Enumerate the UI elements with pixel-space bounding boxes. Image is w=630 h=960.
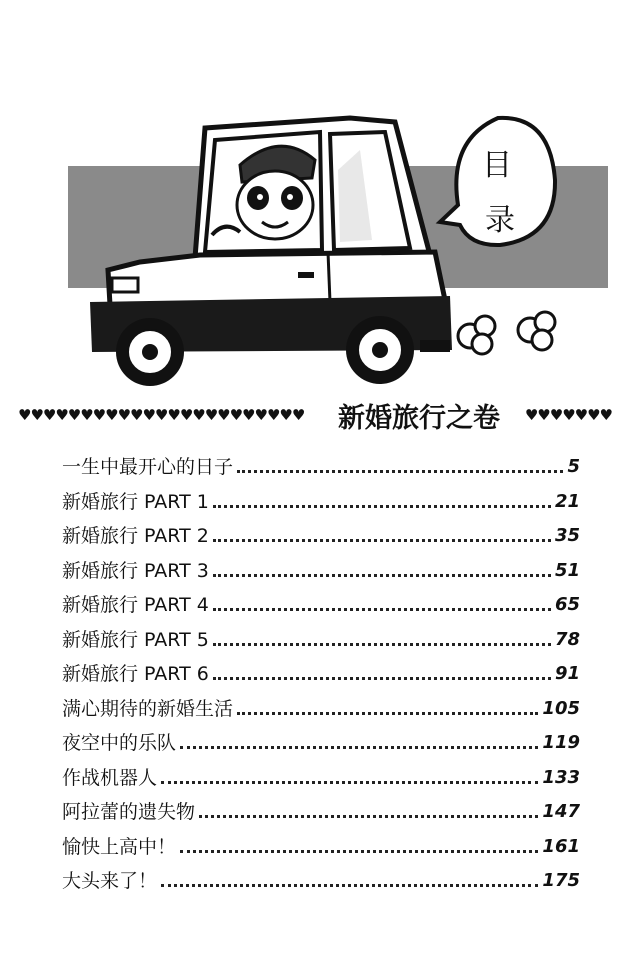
- toc-entry-page: 119: [542, 732, 580, 753]
- toc-entry[interactable]: [62, 448, 580, 480]
- toc-entry-title: 新婚旅行 PART 6: [62, 663, 209, 685]
- toc-entry-title: 阿拉蕾的遗失物: [62, 801, 196, 823]
- toc-entry-title: 一生中最开心的日子: [62, 456, 234, 478]
- toc-entry-title: 满心期待的新婚生活: [62, 697, 234, 720]
- contents-speech-bubble: [440, 118, 555, 245]
- dot-leader: [161, 884, 538, 887]
- dot-leader: [213, 643, 551, 646]
- dot-leader: [237, 470, 563, 473]
- toc-entry[interactable]: [62, 621, 580, 653]
- toc-entry-page: 91: [554, 663, 580, 684]
- toc-entry[interactable]: [62, 862, 580, 894]
- heart-ornament-left: ♥♥♥♥♥♥♥♥♥♥♥♥♥♥♥♥♥♥♥♥♥♥♥: [18, 406, 305, 424]
- section-header: [18, 398, 612, 432]
- toc-entry-title: 新婚旅行 PART 1: [62, 490, 209, 513]
- toc-entry-page: 21: [554, 490, 580, 512]
- toc-entry-title: 新婚旅行 PART 5: [62, 628, 209, 651]
- smoke-puff-icon: [458, 312, 555, 354]
- toc-entry-title: 夜空中的乐队: [62, 732, 177, 754]
- dot-leader: [213, 574, 551, 577]
- toc-entry[interactable]: [62, 690, 580, 722]
- toc-entry[interactable]: [62, 586, 580, 618]
- car-illustration: [0, 0, 630, 395]
- dot-leader: [199, 815, 538, 818]
- toc-entry-page: 133: [542, 766, 580, 788]
- toc-entry[interactable]: [62, 517, 580, 549]
- dot-leader: [213, 677, 551, 680]
- toc-entry-page: 51: [554, 559, 580, 581]
- dot-leader: [213, 608, 551, 611]
- dot-leader: [237, 712, 538, 715]
- section-title: 新婚旅行之卷: [338, 402, 500, 434]
- toc-entry[interactable]: [62, 552, 580, 584]
- table-of-contents: [62, 448, 580, 897]
- toc-entry-title: 大头来了！: [62, 870, 158, 892]
- dot-leader: [161, 781, 538, 784]
- toc-entry-page: 65: [554, 594, 580, 615]
- toc-entry[interactable]: [62, 483, 580, 515]
- contents-heading-char-2: 录: [485, 203, 515, 238]
- toc-entry-page: 78: [554, 628, 580, 650]
- dot-leader: [180, 850, 538, 853]
- toc-entry-title: 新婚旅行 PART 2: [62, 525, 209, 547]
- toc-entry-title: 新婚旅行 PART 3: [62, 559, 209, 582]
- toc-entry[interactable]: [62, 724, 580, 756]
- heart-ornament-right: ♥♥♥♥♥♥♥: [524, 406, 612, 424]
- toc-entry-title: 愉快上高中！: [62, 835, 177, 858]
- toc-entry-page: 147: [542, 801, 580, 822]
- toc-entry-page: 175: [542, 870, 580, 891]
- toc-entry-title: 新婚旅行 PART 4: [62, 594, 209, 616]
- toc-entry[interactable]: [62, 793, 580, 825]
- toc-entry[interactable]: [62, 759, 580, 791]
- toc-entry-page: 35: [554, 525, 580, 546]
- toc-entry[interactable]: [62, 828, 580, 860]
- dot-leader: [213, 539, 551, 542]
- toc-entry-title: 作战机器人: [62, 766, 158, 789]
- dot-leader: [180, 746, 538, 749]
- toc-entry-page: 5: [567, 456, 580, 477]
- toc-entry-page: 161: [542, 835, 580, 857]
- contents-heading-char-1: 目: [482, 148, 512, 183]
- dot-leader: [213, 505, 551, 508]
- toc-entry-page: 105: [542, 697, 580, 719]
- toc-entry[interactable]: [62, 655, 580, 687]
